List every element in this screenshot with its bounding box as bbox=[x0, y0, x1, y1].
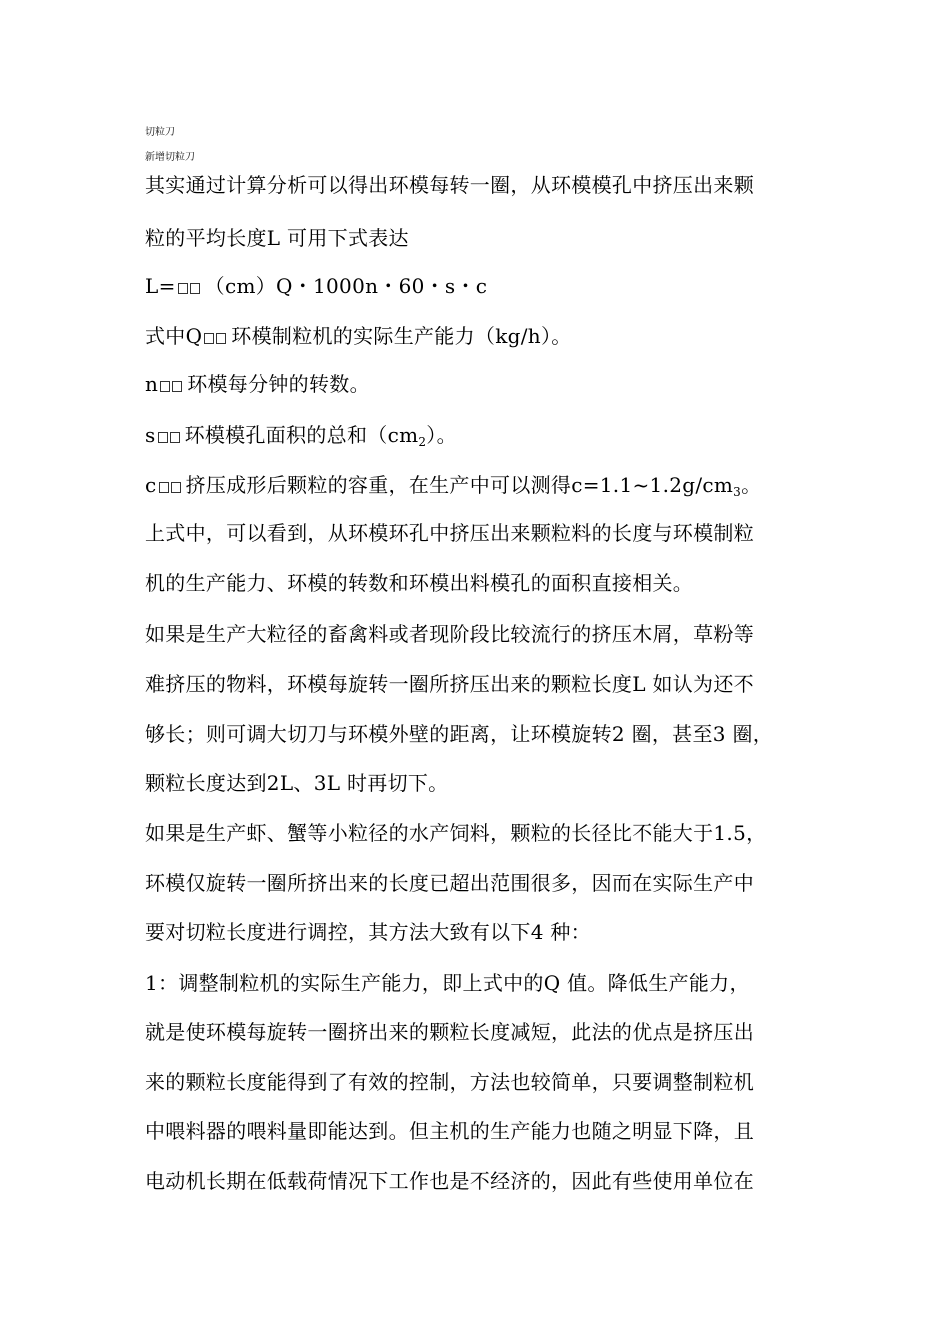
missing-glyph-icon bbox=[159, 371, 183, 397]
missing-glyph-icon bbox=[203, 323, 227, 349]
missing-glyph-icon bbox=[158, 472, 182, 498]
definition-n-text: 环模每分钟的转数。 bbox=[187, 372, 370, 396]
missing-glyph-icon bbox=[157, 422, 181, 448]
definition-c-symbol: c bbox=[145, 473, 157, 497]
paragraph-5-line-1: 1：调整制粒机的实际生产能力，即上式中的Q 值。降低生产能力， bbox=[145, 971, 750, 995]
paragraph-5-line-3: 来的颗粒长度能得到了有效的控制，方法也较简单，只要调整制粒机 bbox=[145, 1070, 754, 1094]
paragraph-5-line-4: 中喂料器的喂料量即能达到。但主机的生产能力也随之明显下降，且 bbox=[145, 1119, 754, 1143]
definition-q-text: 环模制粒机的实际生产能力（kg/h）。 bbox=[231, 324, 572, 348]
paragraph-2-line-2: 机的生产能力、环模的转数和环模出料模孔的面积直接相关。 bbox=[145, 571, 694, 595]
formula-line bbox=[145, 273, 810, 299]
definition-c bbox=[145, 472, 810, 498]
definition-q bbox=[145, 323, 810, 349]
paragraph-3-line-4: 颗粒长度达到2L、3L 时再切下。 bbox=[145, 771, 449, 795]
paragraph-5-line-2: 就是使环模每旋转一圈挤出来的颗粒长度减短，此法的优点是挤压出 bbox=[145, 1020, 754, 1044]
missing-glyph-icon bbox=[177, 273, 201, 299]
definition-s-symbol: s bbox=[145, 423, 156, 447]
paragraph-1-line-1: 其实通过计算分析可以得出环模每转一圈，从环模模孔中挤压出来颗 bbox=[145, 173, 754, 197]
definition-s-subscript: 2 bbox=[418, 435, 427, 449]
definition-c-subscript: 3 bbox=[733, 485, 742, 499]
paragraph-3-line-1: 如果是生产大粒径的畜禽料或者现阶段比较流行的挤压木屑，草粉等 bbox=[145, 622, 754, 646]
definition-s-end: ）。 bbox=[426, 423, 457, 447]
definition-n bbox=[145, 371, 810, 397]
paragraph-4-line-2: 环模仅旋转一圈所挤出来的长度已超出范围很多，因而在实际生产中 bbox=[145, 871, 754, 895]
definition-s-text: 环模模孔面积的总和（cm bbox=[184, 423, 419, 447]
paragraph-3-line-3: 够长；则可调大切刀与环模外壁的距离，让环模旋转2 圈，甚至3 圈， bbox=[145, 722, 774, 746]
paragraph-5-line-5: 电动机长期在低载荷情况下工作也是不经济的，因此有些使用单位在 bbox=[145, 1169, 754, 1193]
formula-right: （cm）Q・1000n・60・s・c bbox=[204, 274, 488, 298]
definition-c-text: 挤压成形后颗粒的容重，在生产中可以测得c=1.1~1.2g/cm bbox=[185, 473, 734, 497]
definition-c-end: 。 bbox=[741, 473, 762, 497]
definition-n-symbol: n bbox=[145, 372, 159, 396]
definition-s bbox=[145, 422, 810, 448]
paragraph-3-line-2: 难挤压的物料，环模每旋转一圈所挤压出来的颗粒长度L 如认为还不 bbox=[145, 672, 754, 696]
header-label-new-cutter: 新增切粒刀 bbox=[145, 152, 195, 163]
paragraph-4-line-1: 如果是生产虾、蟹等小粒径的水产饲料，颗粒的长径比不能大于1.5， bbox=[145, 821, 767, 845]
formula-left: L= bbox=[145, 274, 176, 298]
paragraph-2-line-1: 上式中，可以看到，从环模环孔中挤压出来颗粒料的长度与环模制粒 bbox=[145, 521, 754, 545]
paragraph-1-line-2: 粒的平均长度L 可用下式表达 bbox=[145, 226, 409, 250]
paragraph-4-line-3: 要对切粒长度进行调控，其方法大致有以下4 种： bbox=[145, 920, 591, 944]
definition-q-symbol: 式中Q bbox=[145, 324, 203, 348]
header-label-cutter: 切粒刀 bbox=[145, 127, 175, 138]
